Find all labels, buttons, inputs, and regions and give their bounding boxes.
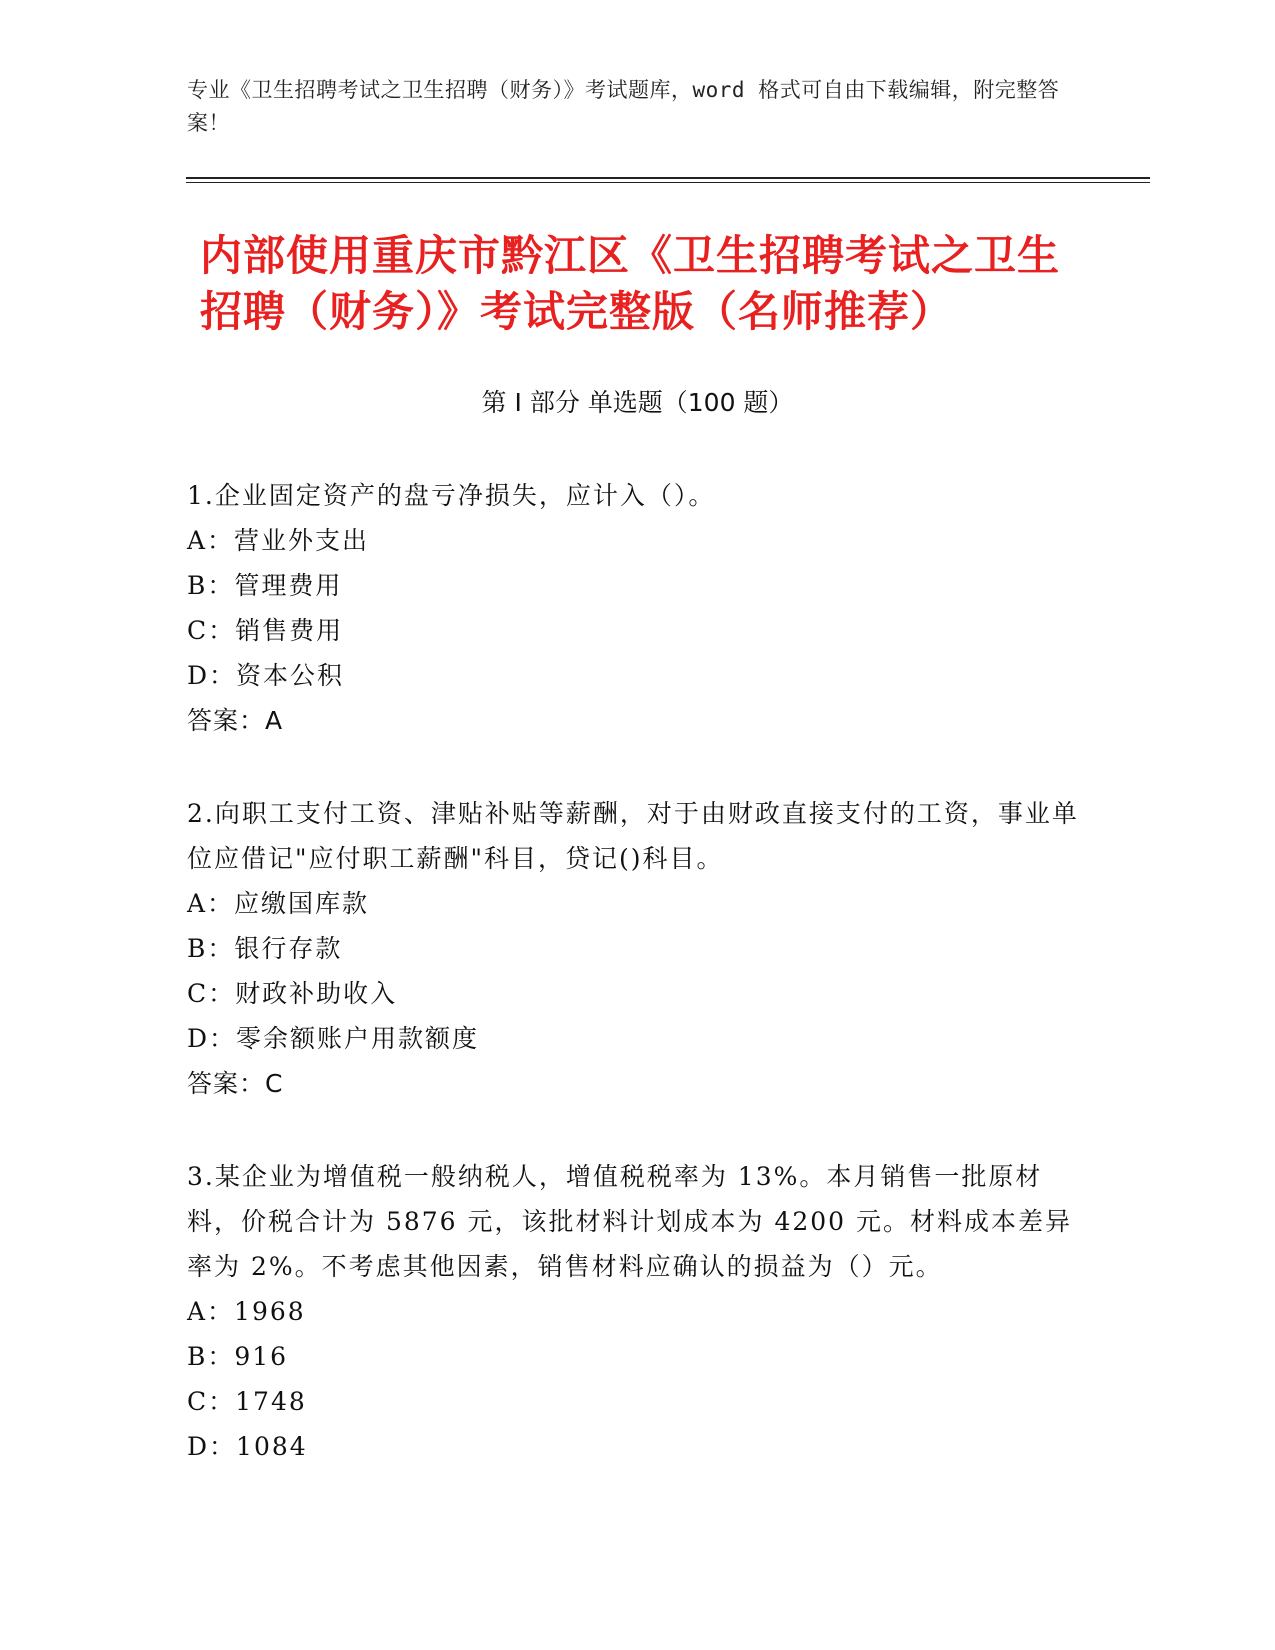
- option-c: C：1748: [187, 1387, 307, 1416]
- question-stem: 3.某企业为增值税一般纳税人，增值税税率为 13%。本月销售一批原材料，价税合计为 5876 元，该批材料计划成本为 4200 元。材料成本差异率为 2%。不考虑其他因素，销售材料应确认的损益为（）元。: [187, 1162, 1073, 1281]
- option-b: B：银行存款: [187, 934, 343, 963]
- option-c: C：财政补助收入: [187, 979, 398, 1008]
- document-title: 内部使用重庆市黔江区《卫生招聘考试之卫生招聘（财务）》考试完整版（名师推荐）: [200, 231, 1061, 336]
- question-3: [187, 1154, 1087, 1469]
- option-d: D：1084: [187, 1432, 308, 1461]
- question-stem: 2.向职工支付工资、津贴补贴等薪酬，对于由财政直接支付的工资，事业单位应借记"应付职工薪酬"科目，贷记()科目。: [187, 799, 1079, 873]
- option-a: A：应缴国库款: [187, 889, 370, 918]
- option-a: A：营业外支出: [187, 526, 370, 555]
- question-stem: 1.企业固定资产的盘亏净损失，应计入（）。: [187, 481, 716, 510]
- option-d: D：资本公积: [187, 661, 345, 690]
- header-divider-thin: [186, 182, 1150, 183]
- option-d: D：零余额账户用款额度: [187, 1024, 480, 1053]
- option-c: C：销售费用: [187, 616, 344, 645]
- answer: 答案：A: [187, 706, 284, 735]
- option-b: B：管理费用: [187, 571, 343, 600]
- answer: 答案：C: [187, 1069, 284, 1098]
- section-title: 第 I 部分 单选题（100 题）: [481, 388, 794, 417]
- question-list: [187, 473, 1087, 1517]
- question-2: [187, 791, 1087, 1106]
- question-1: [187, 473, 1087, 743]
- option-a: A：1968: [187, 1297, 306, 1326]
- header-divider-thick: [186, 177, 1150, 179]
- header-note: 专业《卫生招聘考试之卫生招聘（财务）》考试题库，word 格式可自由下载编辑，附完整答案！: [187, 78, 1060, 135]
- option-b: B：916: [187, 1342, 289, 1371]
